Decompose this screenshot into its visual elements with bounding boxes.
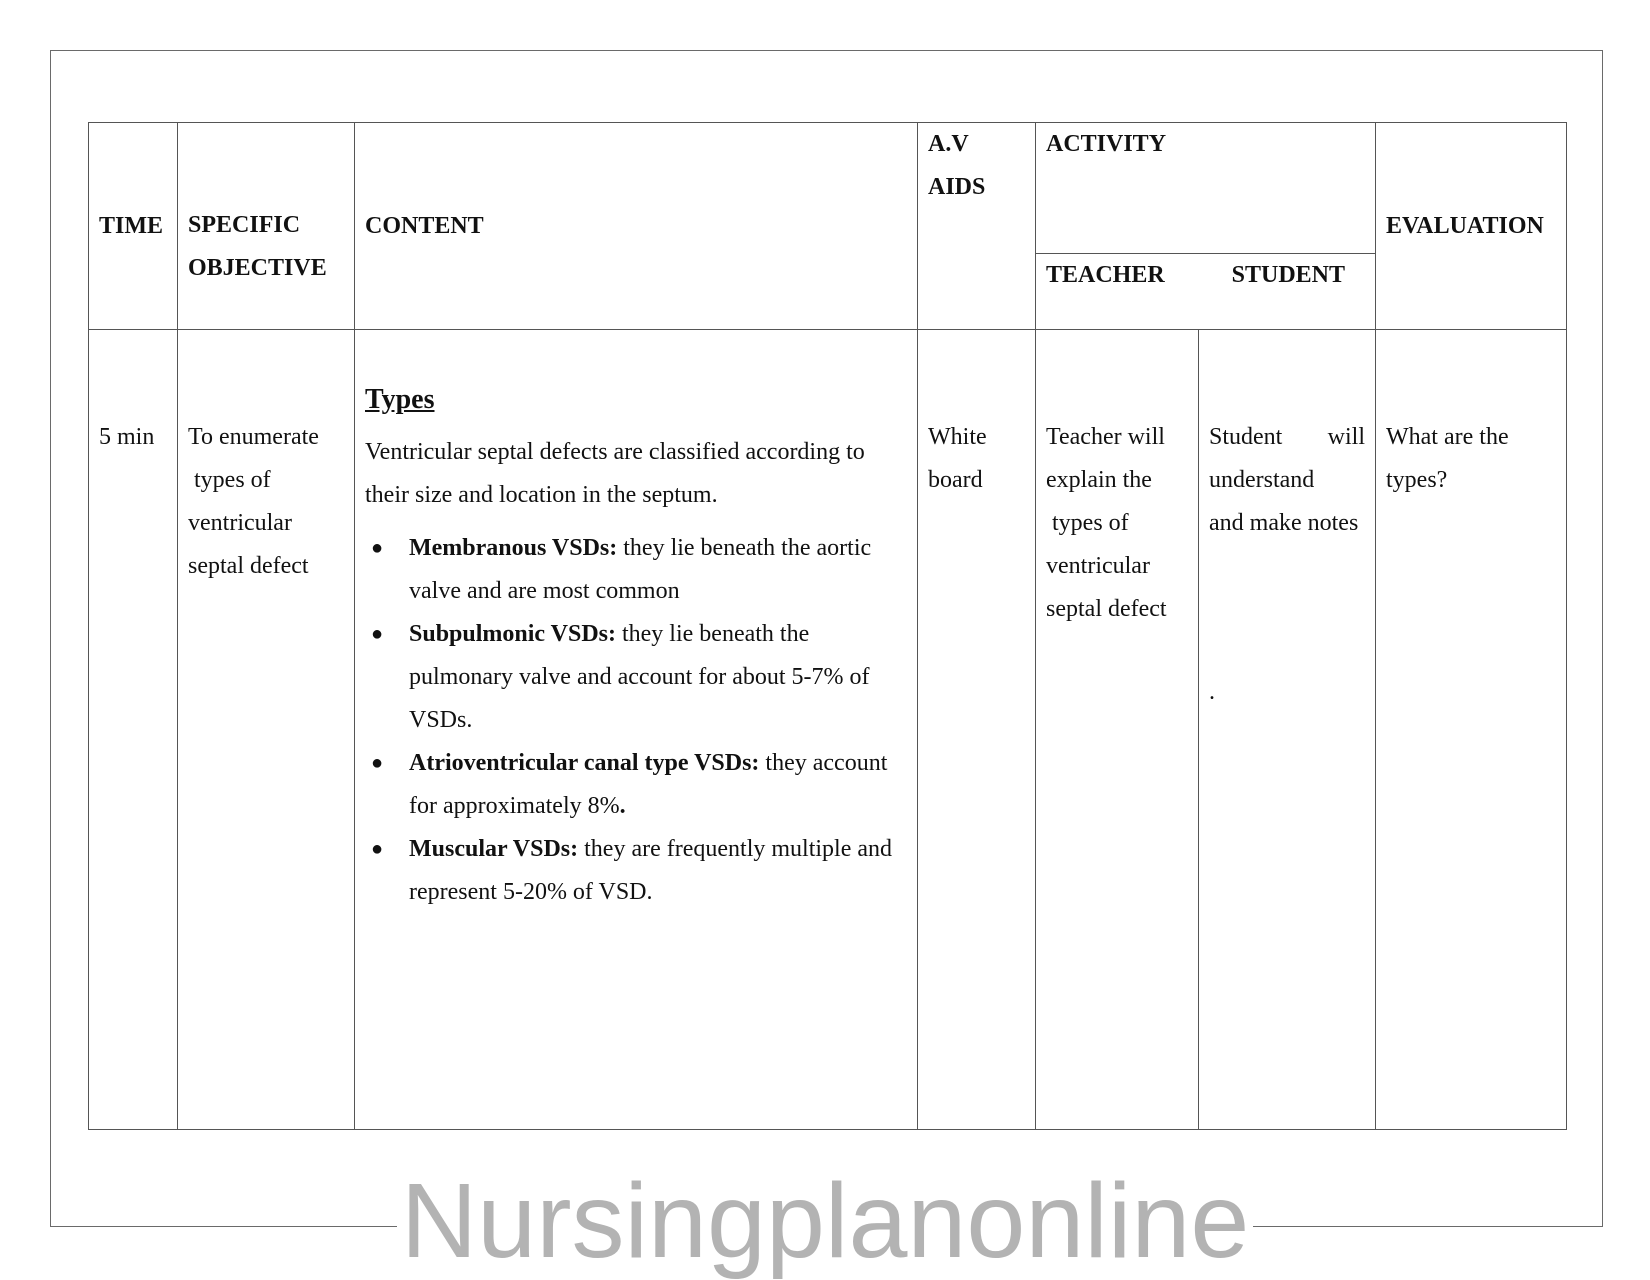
header-time: TIME: [89, 123, 178, 330]
stray-period: .: [1209, 679, 1215, 705]
cell-objective: To enumerate types of ventricular septal defect: [178, 330, 355, 1130]
header-evaluation: EVALUATION: [1376, 123, 1567, 330]
list-item: ● Subpulmonic VSDs: they lie beneath the pulmonary valve and account for about 5-7% of VSDs.: [365, 613, 907, 742]
bullet-icon: ●: [371, 537, 384, 559]
header-activity-split: [1036, 254, 1376, 330]
cell-time: 5 min: [89, 330, 178, 1130]
header-teacher: TEACHER: [1046, 262, 1165, 288]
header-row: [89, 123, 1567, 254]
cell-student-activity: Student will understand and make notes .: [1199, 330, 1376, 1130]
types-list: [365, 527, 907, 914]
header-student: STUDENT: [1231, 262, 1345, 288]
bullet-icon: ●: [371, 623, 384, 645]
bullet-icon: ●: [371, 752, 384, 774]
cell-teacher-activity: Teacher will explain the types of ventricular septal defect: [1036, 330, 1199, 1130]
header-specific-objective: SPECIFIC OBJECTIVE: [178, 123, 355, 330]
types-heading: Types: [365, 384, 435, 415]
list-item: ● Atrioventricular canal type VSDs: they account for approximately 8%.: [365, 742, 907, 828]
header-av-aids: A.V AIDS: [918, 123, 1036, 330]
lesson-plan-table: [88, 122, 1567, 1130]
bullet-icon: ●: [371, 838, 384, 860]
lesson-row: [89, 330, 1567, 1130]
header-activity: ACTIVITY: [1036, 123, 1376, 254]
list-item: ● Membranous VSDs: they lie beneath the aortic valve and are most common: [365, 527, 907, 613]
content-intro: Ventricular septal defects are classified according to their size and location in the septum.: [365, 439, 865, 508]
watermark: Nursingplanonline: [0, 1168, 1650, 1274]
list-item: ● Muscular VSDs: they are frequently multiple and represent 5-20% of VSD.: [365, 828, 907, 914]
cell-av-aids: White board: [918, 330, 1036, 1130]
cell-evaluation: What are the types?: [1376, 330, 1567, 1130]
cell-content: [355, 330, 918, 1130]
header-content: CONTENT: [355, 123, 918, 330]
